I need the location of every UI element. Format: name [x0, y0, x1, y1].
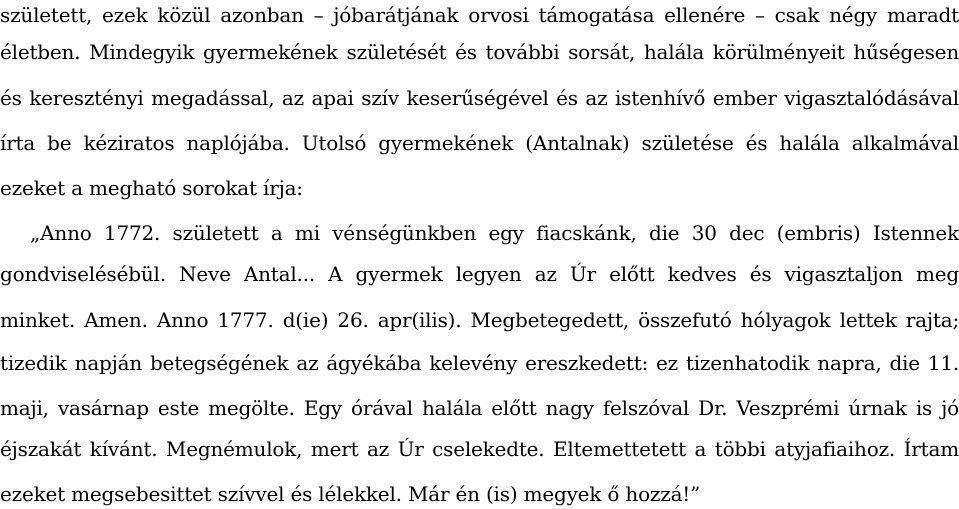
quote-line-2: gondviselésébül. Neve Antal... A gyermek legyen az Úr előtt kedves és vigasztaljon meg	[0, 262, 959, 286]
text-line-4: írta be kéziratos naplójába. Utolsó gyermekének (Antalnak) születése és halála alkalmával	[0, 131, 959, 155]
quote-line-6: éjszakát kívánt. Megnémulok, mert az Úr cselekedte. Eltemettetett a többi atyjafiaihoz. Írtam	[0, 437, 959, 461]
text-line-2: életben. Mindegyik gyermekének születését és további sorsát, halála körülményeit hűségesen	[0, 40, 959, 64]
text-line-5: ezeket a megható sorokat írja:	[0, 176, 303, 200]
text-line-3: és keresztényi megadással, az apai szív keserűségével és az istenhívő ember vigasztalódásával	[0, 86, 959, 110]
quote-line-1: „Anno 1772. született a mi vénségünkben egy fiacskánk, die 30 dec (embris) Istennek	[30, 221, 959, 245]
text-line-1: született, ezek közül azonban – jóbarátjának orvosi támogatása ellenére – csak négy maradt	[0, 3, 959, 27]
quote-line-3: minket. Amen. Anno 1777. d(ie) 26. apr(ilis). Megbetegedett, összefutó hólyagok lettek rajta;	[0, 308, 959, 332]
quote-line-7: ezeket megsebesittet szívvel és lélekkel. Már én (is) megyek ő hozzá!”	[0, 482, 701, 506]
quote-line-4: tizedik napján betegségének az ágyékába kelevény ereszkedett: ez tizenhatodik napra, die 11.	[0, 351, 959, 375]
quote-line-5: maji, vasárnap este megölte. Egy órával halála előtt nagy felszóval Dr. Veszprémi úrnak is jó	[0, 396, 959, 420]
